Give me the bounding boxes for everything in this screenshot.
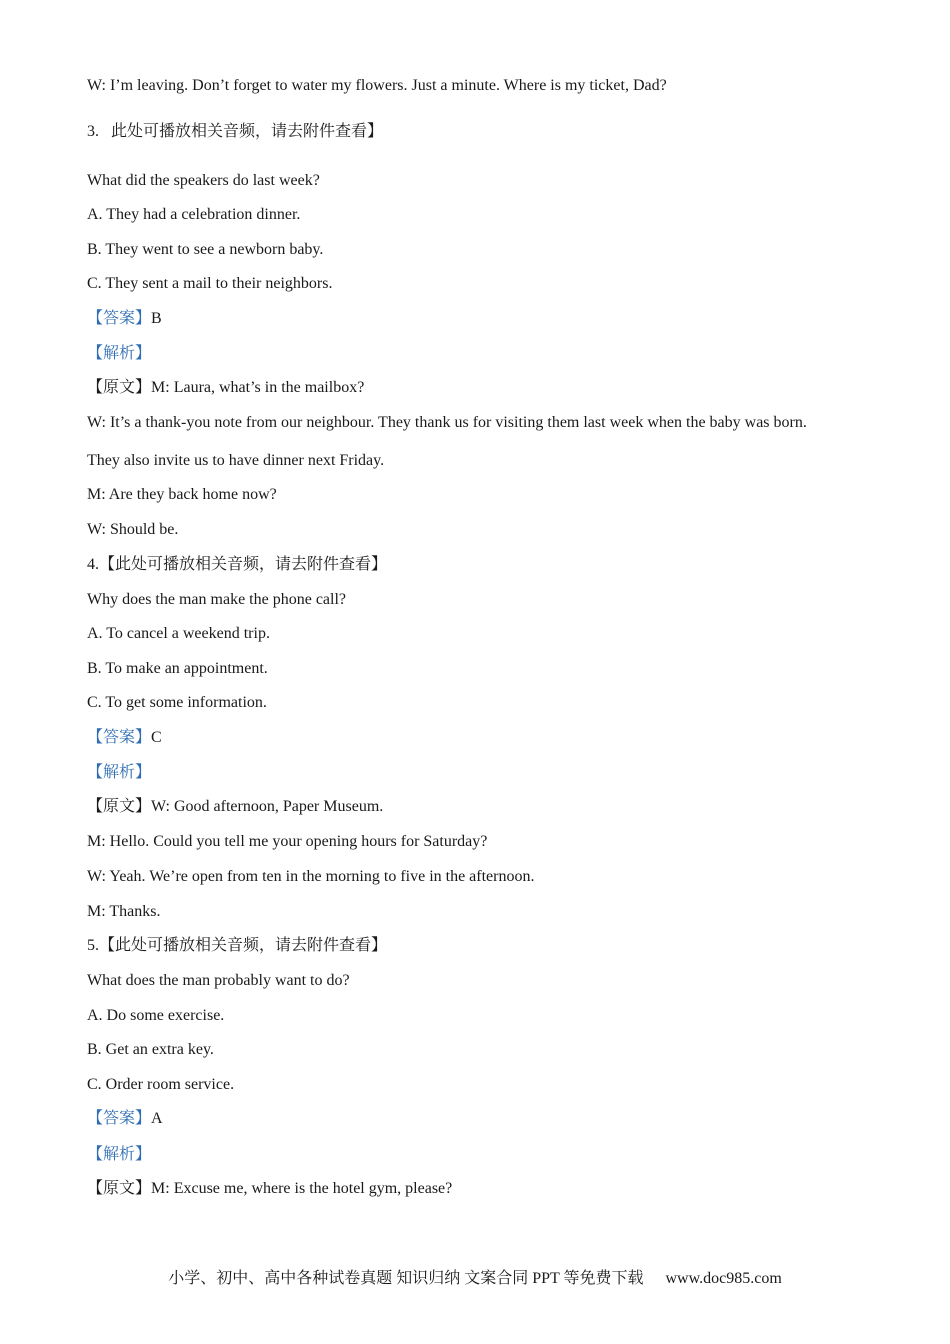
transcript-line: M: Thanks. — [87, 903, 161, 920]
audio-note: 【此处可播放相关音频，请去附件查看】 — [99, 556, 388, 573]
transcript-line: W: It’s a thank-you note from our neighbour. They thank us for visiting them last week when the baby was born. — [87, 414, 807, 431]
option-c: C. To get some information. — [87, 694, 267, 711]
question-5-text: What does the man probably want to do? — [87, 972, 350, 989]
answer-value: B — [151, 310, 162, 327]
original-text-tag: 【原文】 — [87, 379, 152, 396]
question-4-text: Why does the man make the phone call? — [87, 591, 347, 608]
option-a: A. To cancel a weekend trip. — [87, 625, 270, 642]
transcript-line — [87, 797, 383, 817]
question-4-header — [87, 555, 387, 575]
transcript-text: W: Good afternoon, Paper Museum. — [151, 798, 384, 815]
answer-line — [87, 309, 162, 329]
question-number: 5. — [87, 937, 99, 954]
audio-note: 此处可播放相关音频，请去附件查看】 — [111, 123, 384, 140]
answer-tag: 【答案】 — [87, 1110, 152, 1127]
answer-line — [87, 728, 162, 748]
transcript-line: They also invite us to have dinner next Friday. — [87, 452, 385, 469]
option-a: A. They had a celebration dinner. — [87, 206, 301, 223]
analysis-tag: 【解析】 — [87, 1146, 152, 1163]
answer-tag: 【答案】 — [87, 310, 152, 327]
option-a: A. Do some exercise. — [87, 1007, 225, 1024]
footer-url[interactable]: www.doc985.com — [665, 1270, 782, 1287]
analysis-tag: 【解析】 — [87, 345, 152, 362]
answer-tag: 【答案】 — [87, 729, 152, 746]
question-5-header — [87, 936, 387, 956]
question-number: 3. — [87, 123, 99, 140]
option-c: C. Order room service. — [87, 1076, 235, 1093]
transcript-line: M: Hello. Could you tell me your opening hours for Saturday? — [87, 833, 488, 850]
transcript-text: M: Laura, what’s in the mailbox? — [151, 379, 365, 396]
answer-value: A — [151, 1110, 163, 1127]
footer-text: 小学、初中、高中各种试卷真题 知识归纳 文案合同 PPT 等免费下载 — [168, 1270, 644, 1287]
question-3-text: What did the speakers do last week? — [87, 172, 320, 189]
question-3-header — [87, 122, 383, 142]
transcript-line: M: Are they back home now? — [87, 486, 277, 503]
transcript-line: W: Yeah. We’re open from ten in the morning to five in the afternoon. — [87, 868, 535, 885]
transcript-line: W: Should be. — [87, 521, 179, 538]
question-number: 4. — [87, 556, 99, 573]
dialogue-line: W: I’m leaving. Don’t forget to water my flowers. Just a minute. Where is my ticket, Dad? — [87, 77, 667, 94]
audio-note: 【此处可播放相关音频，请去附件查看】 — [99, 937, 388, 954]
original-text-tag: 【原文】 — [87, 798, 152, 815]
option-b: B. Get an extra key. — [87, 1041, 214, 1058]
transcript-text: M: Excuse me, where is the hotel gym, please? — [151, 1180, 453, 1197]
option-b: B. They went to see a newborn baby. — [87, 241, 324, 258]
answer-line — [87, 1109, 163, 1129]
answer-value: C — [151, 729, 162, 746]
option-c: C. They sent a mail to their neighbors. — [87, 275, 333, 292]
transcript-line — [87, 378, 364, 398]
analysis-tag: 【解析】 — [87, 764, 152, 781]
original-text-tag: 【原文】 — [87, 1180, 152, 1197]
option-b: B. To make an appointment. — [87, 660, 268, 677]
transcript-line — [87, 1179, 452, 1199]
page-footer — [0, 1269, 950, 1289]
